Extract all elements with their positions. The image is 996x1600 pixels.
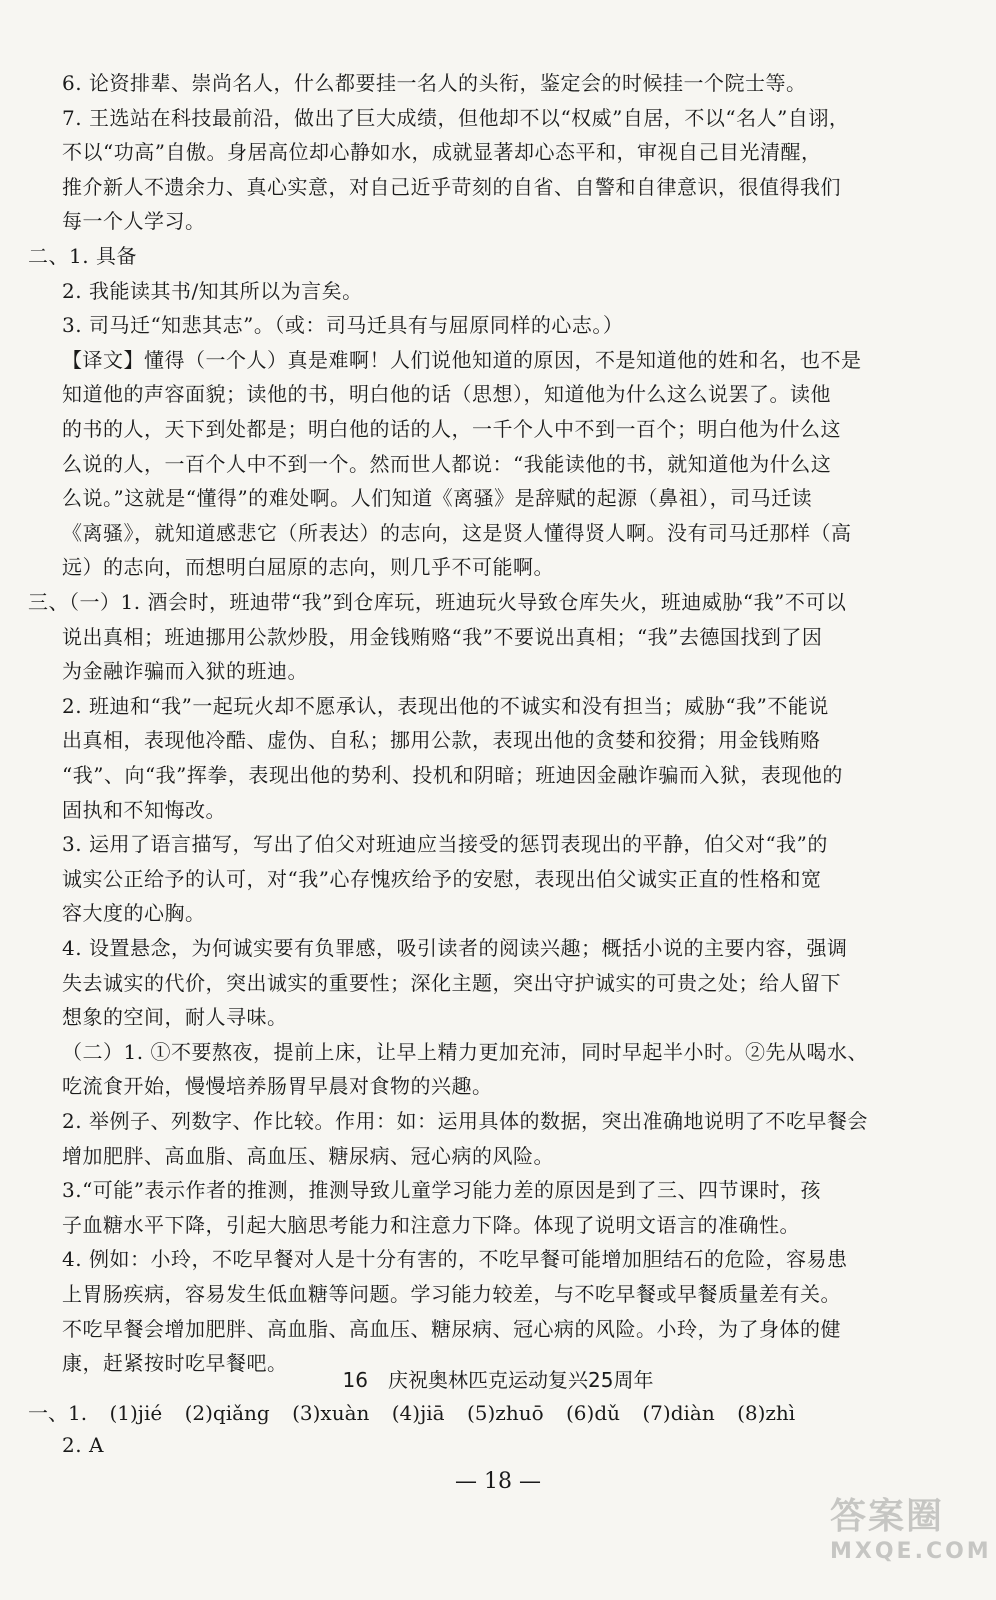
pinyin-item: (1)jié [109, 1401, 163, 1425]
answer-line: 3. 司马迁“知悲其志”。（或：司马迁具有与屈原同样的心志。） [62, 313, 624, 338]
watermark-big: 答案圈 [830, 1496, 945, 1537]
answer-line: 《离骚》，就知道感悲它（所表达）的志向，这是贤人懂得贤人啊。没有司马迁那样（高 [62, 520, 852, 545]
answer-line: 3.“可能”表示作者的推测，推测导致儿童学习能力差的原因是到了三、四节课时，孩 [62, 1178, 822, 1203]
answer-line: 诚实公正给予的认可，对“我”心存愧疚给予的安慰，表现出伯父诚实正直的性格和宽 [62, 866, 822, 891]
answer-line: 么说的人，一百个人中不到一个。然而世人都说：“我能读他的书，就知道他为什么这 [62, 451, 832, 476]
answer-line: 失去诚实的代价，突出诚实的重要性；深化主题，突出守护诚实的可贵之处；给人留下 [62, 970, 841, 995]
answer-line: 每一个人学习。 [62, 209, 206, 234]
answer-line: 康，赶紧按时吃早餐吧。 [62, 1351, 288, 1376]
answer-line: 出真相，表现他冷酷、虚伪、自私；挪用公款，表现出他的贪婪和狡猾；用金钱贿赂 [62, 728, 821, 753]
answer-line: 说出真相；班迪挪用公款炒股，用金钱贿赂“我”不要说出真相；“我”去德国找到了因 [62, 624, 823, 649]
answer-line: 增加肥胖、高血脂、高血压、糖尿病、冠心病的风险。 [62, 1143, 554, 1168]
answer-line: 2. 举例子、列数字、作比较。作用：如：运用具体的数据，突出准确地说明了不吃早餐会 [62, 1109, 868, 1133]
pinyin-answers [28, 1398, 811, 1428]
answer-line: 的书的人，天下到处都是；明白他的话的人，一千个人中不到一百个；明白他为什么这 [62, 417, 841, 441]
answer-line: 2. 我能读其书/知其所以为言矣。 [62, 278, 363, 303]
answer-line: 4. 例如：小玲，不吃早餐对人是十分有害的，不吃早餐可能增加胆结石的危险，容易患 [62, 1247, 848, 1272]
answer-line: 3. 运用了语言描写，写出了伯父对班迪应当接受的惩罚表现出的平静，伯父对“我”的 [62, 832, 828, 857]
answer-line: 远）的志向，而想明白屈原的志向，则几乎不可能啊。 [62, 555, 554, 580]
answer-line: 为金融诈骗而入狱的班迪。 [62, 659, 308, 684]
answer-line: 知道他的声容面貌；读他的书，明白他的话（思想），知道他为什么这么说罢了。读他 [62, 382, 831, 407]
pinyin-item: (2)qiǎng [184, 1401, 270, 1425]
watermark-logo [830, 1488, 992, 1578]
answer-line: 固执和不知悔改。 [62, 797, 226, 822]
pinyin-item: (7)diàn [642, 1401, 715, 1425]
answer-line: （二）1. ①不要熬夜，提前上床，让早上精力更加充沛，同时早起半小时。②先从喝水、 [62, 1039, 868, 1064]
page-number: — 18 — [455, 1469, 541, 1494]
answer-line: 不吃早餐会增加肥胖、高血脂、高血压、糖尿病、冠心病的风险。小玲，为了身体的健 [62, 1316, 841, 1341]
answer-line: 7. 王选站在科技最前沿，做出了巨大成绩，但他却不以“权威”自居，不以“名人”自诩， [62, 105, 850, 130]
answer-line: 2. 班迪和“我”一起玩火却不愿承认，表现出他的不诚实和没有担当；威胁“我”不能说 [62, 693, 829, 718]
section-title: 16 庆祝奥林匹克运动复兴25周年 [342, 1368, 654, 1392]
answer-line: 6. 论资排辈、崇尚名人，什么都要挂一名人的头衔，鉴定会的时候挂一个院士等。 [62, 71, 807, 95]
answer-line: 吃流食开始，慢慢培养肠胃早晨对食物的兴趣。 [62, 1074, 493, 1099]
pinyin-item: (5)zhuō [466, 1401, 544, 1425]
answer-2a: 2. A [62, 1433, 104, 1457]
answer-line: 推介新人不遗余力、真心实意，对自己近乎苛刻的自省、自警和自律意识，很值得我们 [62, 174, 841, 199]
pinyin-item: (4)jiā [391, 1401, 445, 1425]
pinyin-item: (8)zhì [737, 1401, 796, 1425]
answer-line: 不以“功高”自傲。身居高位却心静如水，成就显著却心态平和，审视自己目光清醒， [62, 140, 822, 165]
pinyin-item: (3)xuàn [292, 1401, 370, 1425]
answer-line: 三、（一）1. 酒会时，班迪带“我”到仓库玩，班迪玩火导致仓库失火，班迪威胁“我”不可以 [28, 590, 847, 614]
answer-line: 【译文】懂得（一个人）真是难啊！人们说他知道的原因，不是知道他的姓和名，也不是 [62, 347, 862, 372]
answer-line: 上胃肠疾病，容易发生低血糖等问题。学习能力较差，与不吃早餐或早餐质量差有关。 [62, 1282, 841, 1306]
watermark-small: MXQE.COM [830, 1539, 992, 1564]
answer-line: 想象的空间，耐人寻味。 [62, 1005, 288, 1030]
pinyin-item: (6)dǔ [565, 1401, 620, 1425]
answer-line: “我”、向“我”挥拳，表现出他的势利、投机和阴暗；班迪因金融诈骗而入狱，表现他的 [62, 763, 843, 787]
answer-line: 容大度的心胸。 [62, 901, 206, 926]
answer-line: 二、1. 具备 [28, 244, 137, 268]
answer-line: 么说。”这就是“懂得”的难处啊。人们知道《离骚》是辞赋的起源（鼻祖），司马迁读 [62, 486, 813, 511]
answer-line: 子血糖水平下降，引起大脑思考能力和注意力下降。体现了说明文语言的准确性。 [62, 1212, 800, 1237]
answer-line: 4. 设置悬念，为何诚实要有负罪感，吸引读者的阅读兴趣；概括小说的主要内容，强调 [62, 936, 848, 960]
pinyin-prefix: 一、1. [28, 1401, 88, 1425]
wavy-underline [444, 965, 572, 968]
